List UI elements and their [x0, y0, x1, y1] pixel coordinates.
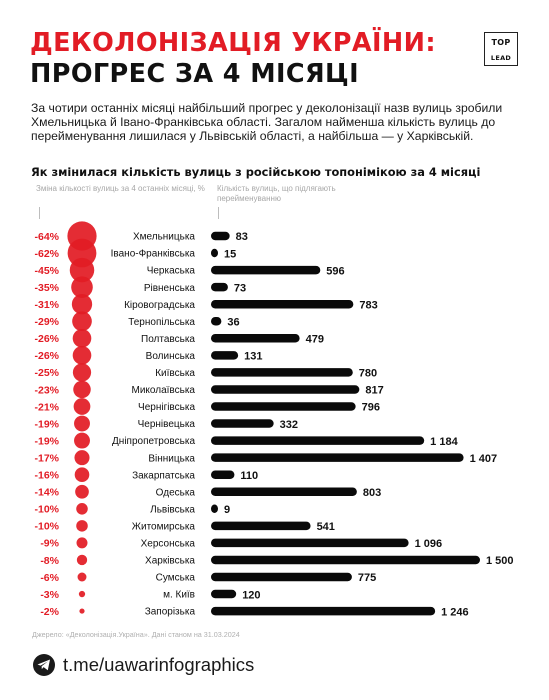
- region-label: Рівненська: [143, 282, 195, 294]
- value-bar: [211, 266, 320, 275]
- value-bar: [211, 488, 357, 497]
- value-bar: [211, 470, 234, 479]
- value-label: 1 246: [441, 606, 469, 619]
- value-bar: [211, 573, 352, 582]
- region-label: Черкаська: [146, 265, 195, 277]
- logo-bottom-text: LEAD: [490, 54, 512, 62]
- value-label: 596: [326, 265, 345, 278]
- change-circle: [75, 485, 89, 499]
- value-bar: [211, 419, 274, 428]
- title-line-1: ДЕКОЛОНІЗАЦІЯ УКРАЇНИ:: [30, 28, 436, 58]
- value-label: 131: [244, 350, 263, 363]
- value-label: 479: [305, 333, 324, 346]
- change-label: -35%: [34, 281, 59, 294]
- value-bar: [211, 334, 300, 343]
- region-label: Київська: [155, 368, 195, 379]
- value-label: 803: [362, 486, 382, 499]
- value-bar: [211, 317, 221, 326]
- change-label: -3%: [40, 588, 59, 601]
- value-label: 783: [359, 299, 378, 312]
- value-label: 36: [227, 316, 240, 329]
- change-circle: [73, 363, 91, 381]
- change-circle: [73, 329, 92, 348]
- value-label: 541: [316, 521, 335, 534]
- change-circle: [74, 398, 91, 415]
- value-bar: [211, 232, 230, 241]
- value-bar: [211, 351, 238, 360]
- value-label: 1 096: [414, 538, 443, 551]
- value-bar: [211, 402, 356, 411]
- legend-count-label: Кількість вулиць, що підлягають перейменуванню: [217, 184, 336, 203]
- change-circle: [77, 537, 88, 548]
- region-label: Харківська: [145, 555, 195, 567]
- change-label: -21%: [34, 401, 59, 414]
- footer: [33, 654, 254, 676]
- change-label: -17%: [34, 452, 59, 465]
- region-label: Тернопільська: [128, 316, 195, 328]
- change-label: -2%: [40, 605, 59, 618]
- value-label: 9: [224, 504, 231, 516]
- change-label: -45%: [34, 264, 59, 277]
- value-label: 775: [357, 572, 377, 585]
- region-label: Одеська: [155, 487, 195, 499]
- change-label: -29%: [34, 316, 59, 329]
- value-bar: [211, 505, 218, 514]
- region-label: Чернівецька: [137, 419, 195, 431]
- change-circle: [73, 381, 91, 399]
- change-circles: [67, 221, 96, 613]
- change-circle: [75, 467, 90, 482]
- change-label: -26%: [34, 333, 59, 346]
- change-label: -10%: [34, 520, 59, 533]
- value-bar: [211, 436, 424, 445]
- change-circle: [79, 591, 85, 597]
- value-bar: [211, 300, 353, 309]
- region-label: Полтавська: [141, 333, 195, 345]
- change-label: -26%: [34, 350, 59, 363]
- region-label: Львівська: [150, 504, 195, 516]
- change-circle: [74, 450, 89, 465]
- value-label: 1 184: [430, 435, 458, 448]
- region-label: Закарпатська: [132, 470, 195, 482]
- telegram-icon: [33, 654, 55, 676]
- value-label: 73: [233, 282, 247, 295]
- change-label: -9%: [40, 537, 59, 550]
- value-bar: [211, 607, 435, 616]
- change-label: -62%: [34, 247, 59, 260]
- region-label: Хмельницька: [132, 231, 195, 243]
- change-circle: [72, 311, 92, 331]
- value-bar: [211, 522, 311, 531]
- value-label: 780: [358, 367, 378, 380]
- value-label: 1 500: [486, 555, 514, 568]
- change-circle: [74, 433, 90, 449]
- change-label: -23%: [34, 384, 59, 397]
- region-label: Житомирська: [131, 521, 195, 533]
- value-label: 796: [361, 401, 380, 414]
- region-label: Дніпропетровська: [112, 436, 195, 448]
- legend-change-label: Зміна кількості вулиць за 4 останніх місяці, %: [36, 184, 205, 193]
- change-circle: [78, 573, 87, 582]
- region-label: Івано-Франківська: [110, 248, 195, 260]
- value-label: 15: [224, 248, 237, 261]
- change-label: -19%: [34, 418, 59, 431]
- value-bar: [211, 385, 359, 394]
- value-label: 110: [240, 469, 259, 482]
- change-circle: [76, 503, 88, 515]
- change-label: -31%: [34, 299, 59, 311]
- source-note: Джерело: «Деколонізація.Україна». Дані станом на 31.03.2024: [32, 630, 240, 639]
- change-label: -16%: [34, 469, 59, 482]
- value-bar: [211, 539, 409, 548]
- change-label: -14%: [34, 486, 59, 499]
- value-bar: [211, 590, 236, 599]
- value-bar: [211, 368, 353, 377]
- change-circle: [73, 346, 92, 365]
- region-label: Миколаївська: [131, 385, 195, 397]
- logo-top-text: TOP: [491, 38, 511, 47]
- channel-link[interactable]: t.me/uawarinfographics: [63, 654, 255, 675]
- region-label: Чернігівська: [138, 402, 195, 414]
- change-label: -10%: [34, 503, 59, 516]
- value-label: 1 407: [469, 452, 498, 465]
- region-label: Вінницька: [148, 453, 195, 465]
- change-label: -64%: [34, 230, 59, 243]
- change-circle: [77, 555, 87, 565]
- change-label: -8%: [40, 554, 59, 567]
- region-label: Волинська: [145, 350, 195, 362]
- change-circle: [79, 609, 84, 614]
- value-label: 120: [242, 589, 261, 602]
- bars-and-labels: [34, 231, 513, 619]
- change-circle: [76, 520, 88, 532]
- change-circle: [74, 416, 90, 432]
- change-circle: [72, 294, 92, 314]
- region-label: Кіровоградська: [124, 299, 195, 311]
- value-label: 332: [279, 418, 299, 431]
- region-label: Сумська: [155, 572, 195, 584]
- change-label: -19%: [34, 435, 59, 448]
- title-line-2: ПРОГРЕС ЗА 4 МІСЯЦІ: [30, 59, 359, 89]
- value-bar: [211, 249, 218, 257]
- value-bar: [211, 556, 480, 565]
- chart-title: Як змінилася кількість вулиць з російською топонімікою за 4 місяці: [31, 165, 481, 179]
- intro-text: За чотири останніх місяці найбільший прогрес у деколонізації назв вулиць зробили Хмельницька й Івано-Франківська області. Загалом найменша кількість вулиць до перейменування лишилася у Львівській області, а найбільша — у Харківській.: [31, 101, 503, 144]
- value-bar: [211, 283, 228, 292]
- value-bar: [211, 453, 464, 462]
- value-label: 817: [365, 384, 384, 397]
- change-label: -6%: [40, 571, 59, 584]
- region-label: м. Київ: [163, 589, 195, 601]
- value-label: 83: [235, 231, 248, 244]
- change-label: -25%: [34, 367, 59, 380]
- region-label: Херсонська: [140, 538, 195, 550]
- region-label: Запорізька: [144, 606, 195, 618]
